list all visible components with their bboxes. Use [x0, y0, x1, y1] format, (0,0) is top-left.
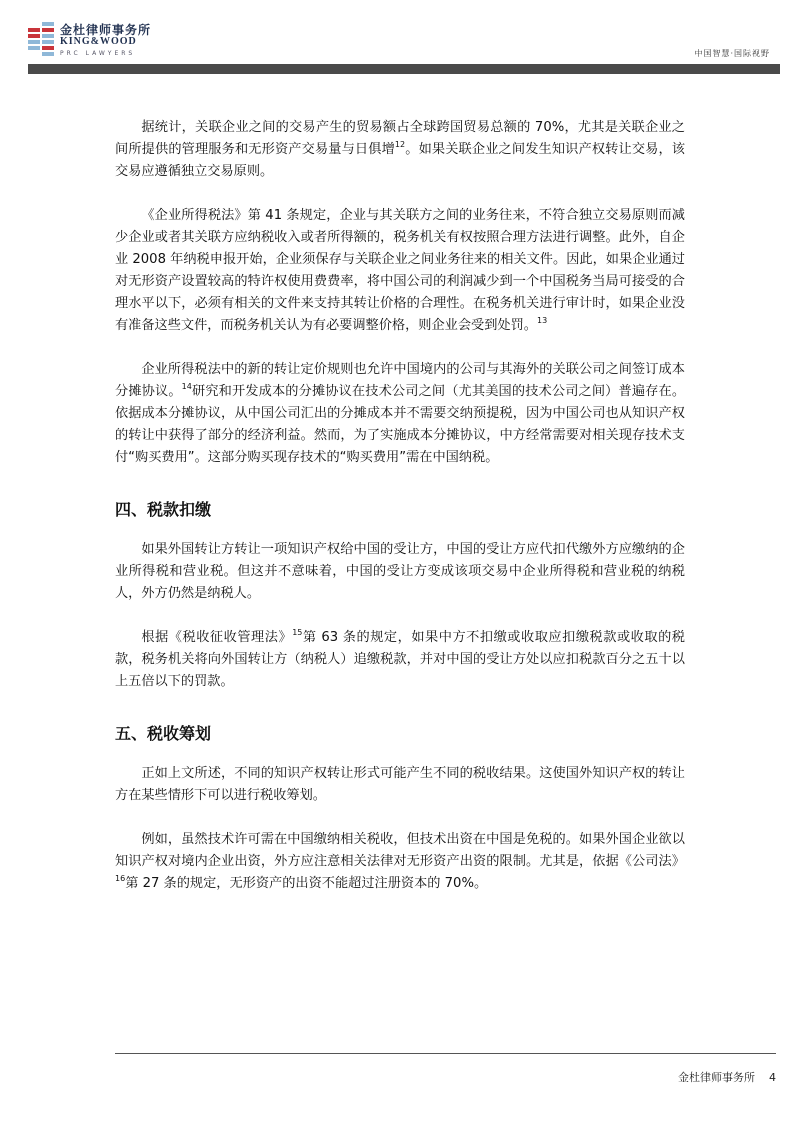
body-paragraph: 例如，虽然技术许可需在中国缴纳相关税收，但技术出资在中国是免税的。如果外国企业欲以知识产权对境内企业出资，外方应注意相关法律对无形资产出资的限制。尤其是，依据《公司法》$^{16}$第 27 条的规定，无形资产的出资不能超过注册资本的 70%。 [115, 832, 685, 891]
logo-chinese-name: 金杜律师事务所 [60, 23, 152, 37]
page-footer [678, 1069, 776, 1085]
footer-firm-name: 金杜律师事务所 [678, 1071, 755, 1084]
body-paragraph: 如果外国转让方转让一项知识产权给中国的受让方，中国的受让方应代扣代缴外方应缴纳的企业所得税和营业税。但这并不意味着，中国的受让方变成该项交易中企业所得税和营业税的纳税人，外方仍然是纳税人。 [115, 542, 685, 601]
body-paragraph: 《企业所得税法》第 41 条规定，企业与其关联方之间的业务往来，不符合独立交易原则而减少企业或者其关联方应纳税收入或者所得额的，税务机关有权按照合理方法进行调整。此外，自企业 2008 年纳税申报开始，企业须保存与关联企业之间业务往来的相关文件。因此，如果企业通过对无形资产设置较高的特许权使用费费率，将中国公司的利润减少到一个中国税务当局可接受的合理水平以下，必须有相关的文件来支持其转让价格的合理性。在税务机关进行审计时，如果企业没有准备这些文件，而税务机关认为有必要调整价格，则企业会受到处罚。$^{13}$ [115, 208, 685, 333]
body-paragraph: 企业所得税法中的新的转让定价规则也允许中国境内的公司与其海外的关联公司之间签订成本分摊协议。$^{14}$研究和开发成本的分摊协议在技术公司之间（尤其美国的技术公司之间）普遍存在。依据成本分摊协议，从中国公司汇出的分摊成本并不需要交纳预提税，因为中国公司也从知识产权的转让中获得了部分的经济利益。然而，为了实施成本分摊协议，中方经常需要对相关现存技术支付“购买费用”。这部分购买现存技术的“购买费用”需在中国纳税。 [115, 362, 686, 465]
section-heading-tax-planning: 五、税收筹划 [115, 724, 212, 743]
logo-subtitle: PRC LAWYERS [60, 50, 136, 57]
footnote-ref[interactable]: 16 [115, 874, 126, 883]
footnote-ref[interactable]: 15 [292, 628, 303, 637]
body-paragraph: 正如上文所述，不同的知识产权转让形式可能产生不同的税收结果。这使国外知识产权的转让方在某些情形下可以进行税收筹划。 [115, 766, 685, 803]
firm-logo [28, 18, 158, 64]
document-body [115, 117, 685, 895]
footnote-ref[interactable]: 12 [394, 140, 406, 149]
logo-english-name: KING&WOOD [60, 36, 137, 47]
body-paragraph: 根据《税收征收管理法》$^{15}$第 63 条的规定，如果中方不扣缴或收取应扣缴税款或收取的税款，税务机关将向外国转让方（纳税人）追缴税款，并对中国的受让方处以应扣税款百分之五十以上五倍以下的罚款。 [115, 628, 685, 689]
header-tagline: 中国智慧·国际视野 [694, 49, 770, 58]
page-number: 4 [769, 1071, 776, 1084]
header-bar [28, 64, 780, 74]
body-paragraph: 据统计，关联企业之间的交易产生的贸易额占全球跨国贸易总额的 70%，尤其是关联企业之间所提供的管理服务和无形资产交易量与日俱增$^{12}$。如果关联企业之间发生知识产权转让交易，该交易应遵循独立交易原则。 [115, 120, 685, 179]
logo-mark-icon [28, 22, 56, 56]
section-heading-tax-withholding: 四、税款扣缴 [115, 500, 212, 519]
footnote-ref[interactable]: 14 [181, 382, 192, 391]
footer-divider [115, 1053, 776, 1054]
footnote-ref[interactable]: 13 [537, 316, 548, 325]
